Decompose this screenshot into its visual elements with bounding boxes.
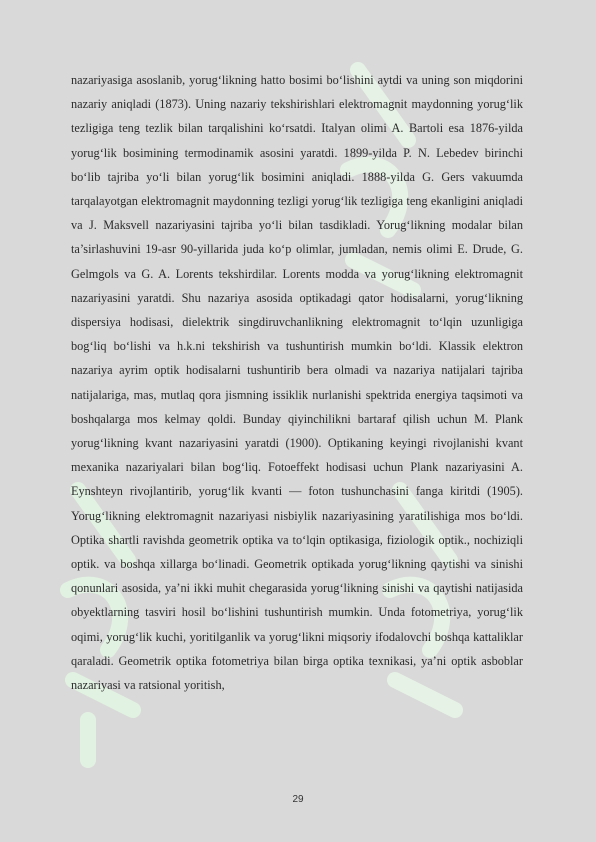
page-number: 29: [292, 794, 304, 805]
body-text-block: [71, 68, 523, 697]
body-paragraph: nazariyasiga asoslanib, yorug‘likning hatto bosimi bo‘lishini aytdi va uning son miqdorini nazariy aniqladi (1873). Uning nazariy tekshirishlari elektromagnit maydonning yorug‘lik tezligiga teng tezlik bilan tarqalishini ko‘rsatdi. Italyan olimi A. Bartoli esa 1876-yilda yorug‘lik bosimining termodinamik asosini yaratdi. 1899-yilda P. N. Lebedev birinchi bo‘lib tajriba yo‘li bilan yorug‘lik bosimini aniqladi. 1888-yilda G. Gers vakuumda tarqalayotgan elektromagnit maydonning tezligi yorug‘lik tezligiga teng ekanligini aniqladi va J. Maksvell nazariyasini tajriba yo‘li bilan tasdikladi. Yorug‘likning modalar bilan ta’sirlashuvini 19-asr 90-yillarida juda ko‘p olimlar, jumladan, nemis olimi E. Drude, G. Gelmgols va G. A. Lorents tekshirdilar. Lorents modda va yorug‘likning elektromagnit nazariyasini yaratdi. Shu nazariya asosida optikadagi qator hodisalarni, yorug‘likning dispersiya hodisasi, dielektrik singdiruvchanlikning elektromagnit to‘lqin uzunligiga bog‘liq bo‘lishi va h.k.ni tekshirish va tushuntirish mumkin bo‘ldi. Klassik elektron nazariya ayrim optik hodisalarni tushuntirib bera olmadi va nazariya natijalari tajriba natijalariga, mas, mutlaq qora jismning issiklik nurlanishi spektrida energiya taqsimoti va boshqalarga mos kelmay qoldi. Bunday qiyinchilikni bartaraf qilish uchun M. Plank yorug‘likning kvant nazariyasini yaratdi (1900). Optikaning keyingi rivojlanishi kvant mexanika nazariyalari bilan bog‘liq. Fotoeffekt hodisasi uchun Plank nazariyasini A. Eynshteyn rivojlantirib, yorug‘lik kvanti — foton tushunchasini fanga kiritdi (1905). Yorug‘likning elektromagnit nazariyasi nisbiylik nazariyasining yaratilishiga mos bo‘ldi. Optika shartli ravishda geometrik optika va to‘lqin optikasiga, fiziologik optik., nochiziqli optik. va boshqa xillarga bo‘linadi. Geometrik optikada yorug‘likning qaytishi va sinishi qonunlari asosida, ya’ni ikki muhit chegarasida yorug‘likning sinishi va qaytishi natijasida obyektlarning tasviri hosil bo‘lishini tushuntirish mumkin. Unda fotometriya, yorug‘lik oqimi, yorug‘lik kuchi, yoritilganlik va yorug‘likni miqsoriy ifodalovchi boshqa kattaliklar qaraladi. Geometrik optika fotometriya bilan birga optika texnikasi, ya’ni optik asboblar nazariyasi va ratsional yoritish,: [71, 73, 523, 693]
